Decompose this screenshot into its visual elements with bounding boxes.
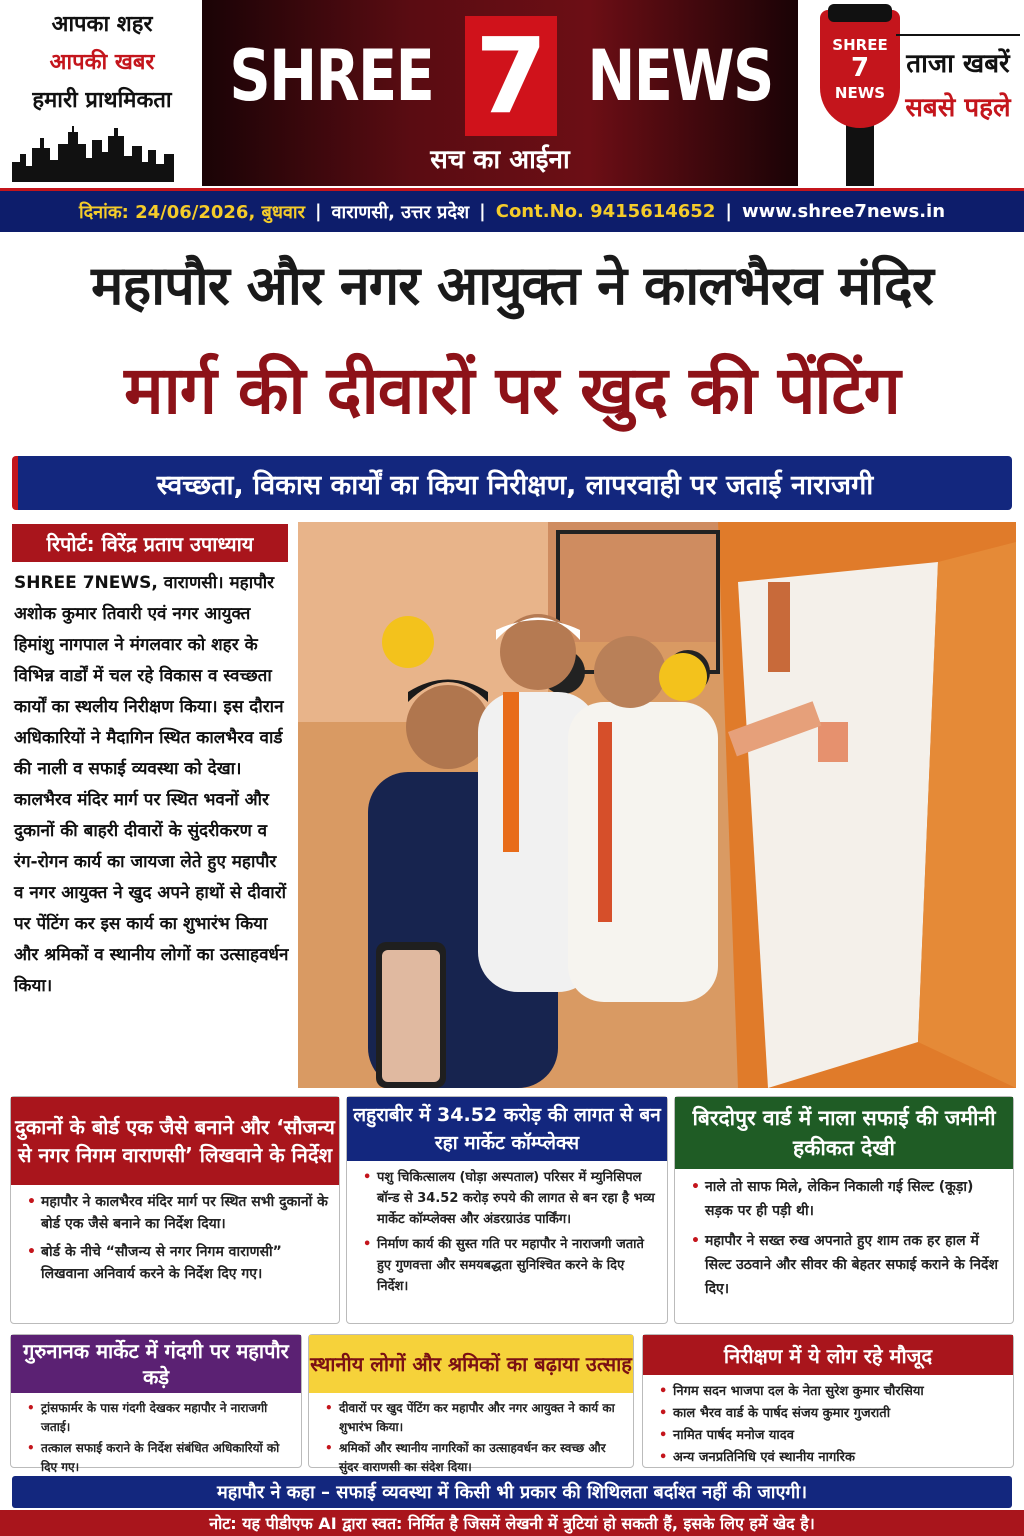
disclaimer-note: नोट: यह पीडीएफ AI द्वारा स्वत: निर्मित है जिसमें लेखनी में त्रुटियां हो सकती हैं, इसके लिए हमें खेद है। (0, 1510, 1024, 1536)
box-drain-cleaning-title: बिरदोपुर वार्ड में नाला सफाई की जमीनी हकीकत देखी (675, 1097, 1013, 1169)
brand-number: 7 (465, 16, 557, 136)
list-item: • बोर्ड के नीचे “सौजन्य से नगर निगम वाराणसी” लिखवाना अनिवार्य करने के निर्देश दिए गए। (27, 1241, 329, 1285)
box-encouragement-list (309, 1393, 633, 1477)
list-item: • पशु चिकित्सालय (घोड़ा अस्पताल) परिसर में म्युनिसिपल बॉन्ड से 34.52 करोड़ रुपये की लागत से बन रहा है भव्य मार्केट कॉम्प्लेक्स और अंडरग्राउंड पार्किंग। (363, 1167, 657, 1230)
separator: | (479, 201, 486, 222)
microphone-icon (810, 0, 910, 186)
headline (0, 236, 1024, 452)
left-tagline (4, 6, 200, 182)
box-gurunanak-market-title: गुरुनानक मार्केट में गंदगी पर महापौर कड़े (11, 1335, 301, 1393)
box-drain-cleaning (674, 1096, 1014, 1324)
box-gurunanak-market-list (11, 1393, 301, 1477)
mic-label-1: SHREE (832, 36, 888, 54)
box-shop-boards-list (11, 1185, 339, 1285)
list-item: • महापौर ने कालभैरव मंदिर मार्ग पर स्थित सभी दुकानों के बोर्ड एक जैसे बनाने का निर्देश दिया। (27, 1191, 329, 1235)
list-item: • काल भैरव वार्ड के पार्षद संजय कुमार गुजराती (659, 1403, 1003, 1425)
box-attendees (642, 1334, 1014, 1468)
box-drain-cleaning-list (675, 1169, 1013, 1301)
list-item: • नामित पार्षद मनोज यादव (659, 1425, 1003, 1447)
list-item: • ट्रांसफार्मर के पास गंदगी देखकर महापौर ने नाराजगी जताई। (27, 1399, 291, 1437)
box-attendees-list (643, 1375, 1013, 1469)
brand-right-word: NEWS (587, 35, 773, 117)
headline-line-1: महापौर और नगर आयुक्त ने कालभैरव मंदिर (91, 254, 933, 317)
news-photo (298, 522, 1016, 1088)
tagline-line-1: आपका शहर (51, 12, 153, 37)
right-tagline-1: ताजा खबरें (906, 49, 1010, 79)
list-item: • निर्माण कार्य की सुस्त गति पर महापौर ने नाराजगी जताते हुए गुणवत्ता और समयबद्धता सुनिश्चित करने के दिए निर्देश। (363, 1234, 657, 1297)
box-market-complex-title: लहुराबीर में 34.52 करोड़ की लागत से बन रहा मार्केट कॉम्प्लेक्स (347, 1097, 667, 1161)
slogan: सच का आईना (430, 145, 570, 175)
box-encouragement (308, 1334, 634, 1474)
list-item: • महापौर ने सख्त रुख अपनाते हुए शाम तक हर हाल में सिल्ट उठवाने और सीवर की बेहतर सफाई कराने के निर्देश दिए। (691, 1229, 1003, 1301)
box-market-complex-list (347, 1161, 667, 1297)
mic-label-3: NEWS (834, 84, 886, 102)
list-item: • तत्काल सफाई कराने के निर्देश संबंधित अधिकारियों को दिए गए। (27, 1439, 291, 1477)
right-tagline-2: सबसे पहले (905, 93, 1011, 123)
box-gurunanak-market (10, 1334, 302, 1474)
city-location: वाराणसी, उत्तर प्रदेश (331, 201, 470, 223)
separator: | (314, 201, 322, 222)
list-item: • निगम सदन भाजपा दल के नेता सुरेश कुमार चौरसिया (659, 1381, 1003, 1403)
box-encouragement-title: स्थानीय लोगों और श्रमिकों का बढ़ाया उत्साह (309, 1335, 633, 1393)
contact-number: Cont.No. 9415614652 (495, 201, 716, 222)
box-shop-boards-title: दुकानों के बोर्ड एक जैसे बनाने और ‘सौजन्य से नगर निगम वाराणसी’ लिखवाने के निर्देश (11, 1097, 339, 1185)
right-tagline (896, 34, 1020, 124)
website-link[interactable]: www.shree7news.in (741, 201, 946, 222)
box-market-complex (346, 1096, 668, 1324)
reporter-byline: रिपोर्ट: विरेंद्र प्रताप उपाध्याय (12, 524, 288, 562)
story-body: SHREE 7NEWS, वाराणसी। महापौर अशोक कुमार तिवारी एवं नगर आयुक्त हिमांशु नागपाल ने मंगलवार को शहर के विभिन्न वार्डों में चल रहे विकास व स्वच्छता कार्यों का स्थलीय निरीक्षण किया। इस दौरान अधिकारियों ने मैदागिन स्थित कालभैरव वार्ड की नाली व सफाई व्यवस्था को देखा। कालभैरव मंदिर मार्ग पर स्थित भवनों और दुकानों की बाहरी दीवारों के सुंदरीकरण व रंग-रोगन कार्य का जायजा लेते हुए महापौर व नगर आयुक्त ने खुद अपने हाथों से दीवारों पर पेंटिंग कर इस कार्य का शुभारंभ किया और श्रमिकों व स्थानीय लोगों का उत्साहवर्धन किया। (14, 573, 289, 996)
issue-date: दिनांक: 24/06/2026, बुधवार (78, 201, 305, 223)
headline-line-2: मार्ग की दीवारों पर खुद की पेंटिंग (124, 352, 900, 429)
list-item: • श्रमिकों और स्थानीय नागरिकों का उत्साहवर्धन कर स्वच्छ और सुंदर वाराणसी का संदेश दिया। (325, 1439, 623, 1477)
masthead (0, 0, 1024, 188)
list-item: • दीवारों पर खुद पेंटिंग कर महापौर और नगर आयुक्त ने कार्य का शुभारंभ किया। (325, 1399, 623, 1437)
tagline-line-3: हमारी प्राथमिकता (32, 88, 172, 113)
city-skyline-icon (12, 118, 198, 182)
box-shop-boards (10, 1096, 340, 1324)
brand-logo (202, 16, 798, 136)
photo-illustration (298, 522, 1016, 1088)
mayor-quote-banner: महापौर ने कहा – सफाई व्यवस्था में किसी भी प्रकार की शिथिलता बर्दाश्त नहीं की जाएगी। (12, 1476, 1012, 1508)
tagline-line-2: आपकी खबर (49, 50, 155, 75)
masthead-title-block (202, 0, 798, 186)
list-item: • नाले तो साफ मिले, लेकिन निकाली गई सिल्ट (कूड़ा) सड़क पर ही पड़ी थी। (691, 1175, 1003, 1223)
list-item: • अन्य जनप्रतिनिधि एवं स्थानीय नागरिक (659, 1447, 1003, 1469)
brand-left-word: SHREE (229, 35, 433, 117)
mic-label-2: 7 (850, 53, 870, 83)
subheadline: स्वच्छता, विकास कार्यों का किया निरीक्षण, लापरवाही पर जताई नाराजगी (12, 456, 1012, 510)
box-attendees-title: निरीक्षण में ये लोग रहे मौजूद (643, 1335, 1013, 1375)
info-bar (0, 188, 1024, 232)
separator: | (725, 201, 732, 222)
